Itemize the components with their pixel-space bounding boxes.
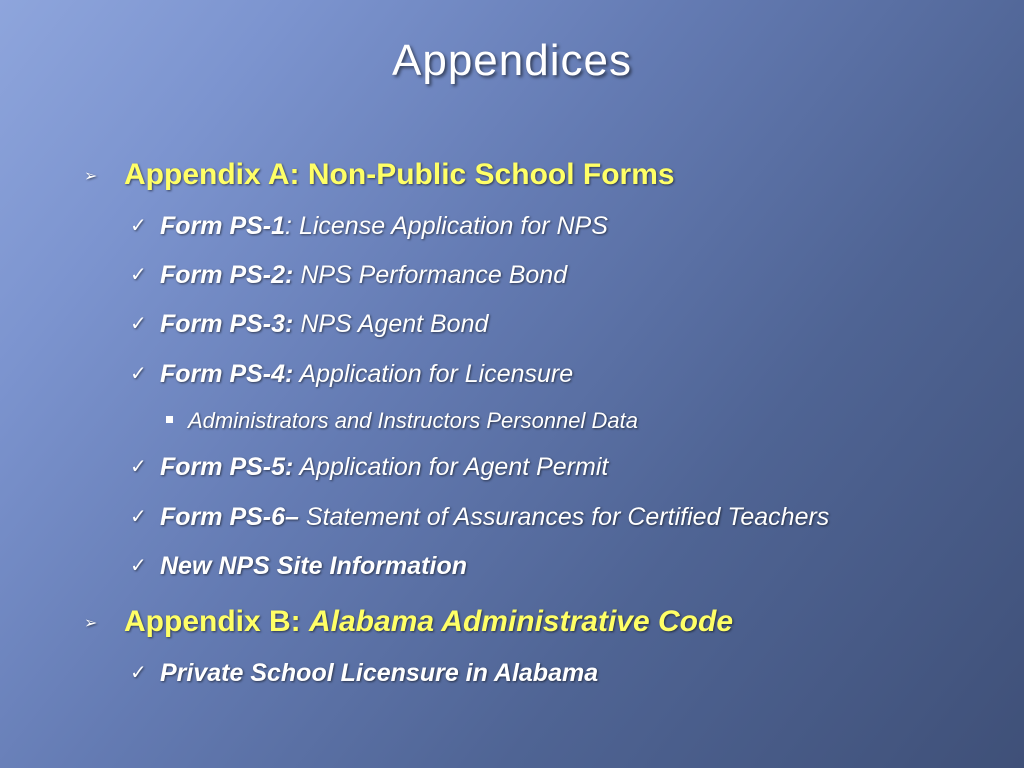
appendix-b-label: Appendix B: (124, 605, 309, 638)
subitem-text: Administrators and Instructors Personnel Data (188, 408, 638, 433)
form-ps4-subitem (188, 408, 638, 434)
form-separator: : (285, 212, 299, 240)
checkmark-icon: ✓ (130, 215, 147, 237)
square-bullet-icon (166, 416, 173, 423)
form-item-ps2 (130, 261, 568, 290)
form-description: NPS Agent Bond (300, 310, 489, 338)
form-item-ps4 (130, 360, 574, 389)
arrow-bullet-icon: ➢ (84, 615, 98, 632)
form-item-ps5 (130, 453, 609, 482)
form-description: License Application for NPS (298, 212, 608, 240)
slide-title: Appendices (392, 36, 632, 85)
form-description: Application for Licensure (299, 360, 574, 388)
checkmark-icon: ✓ (130, 555, 147, 577)
checkmark-icon: ✓ (130, 363, 147, 385)
checkmark-icon: ✓ (130, 506, 147, 528)
appendix-b-item (130, 659, 599, 688)
appendix-a-label: Appendix A: (124, 158, 308, 191)
form-description: Statement of Assurances for Certified Teachers (305, 503, 830, 531)
appendix-a-text: Non-Public School Forms (307, 158, 675, 191)
form-label: Form PS-1 (160, 212, 286, 240)
form-item-site-info (130, 552, 467, 581)
form-label: Form PS-2: (160, 261, 294, 289)
checkmark-icon: ✓ (130, 662, 147, 684)
form-label: Form PS-4: (160, 360, 294, 388)
appendix-b-text: Alabama Administrative Code (309, 605, 733, 638)
appendix-a-heading (84, 158, 675, 192)
form-label: New NPS Site Information (160, 552, 467, 580)
form-label: Form PS-3: (160, 310, 294, 338)
form-item-ps6 (130, 503, 830, 532)
appendix-b-heading (84, 605, 733, 639)
form-label: Private School Licensure in Alabama (160, 659, 599, 687)
checkmark-icon: ✓ (130, 313, 147, 335)
form-separator (299, 503, 306, 531)
checkmark-icon: ✓ (130, 456, 147, 478)
form-description: Application for Agent Permit (299, 453, 609, 481)
form-label: Form PS-6– (160, 503, 299, 531)
checkmark-icon: ✓ (130, 264, 147, 286)
form-label: Form PS-5: (160, 453, 294, 481)
form-item-ps3 (130, 310, 489, 339)
arrow-bullet-icon: ➢ (84, 168, 98, 185)
form-item-ps1 (130, 212, 608, 241)
form-description: NPS Performance Bond (300, 261, 568, 289)
